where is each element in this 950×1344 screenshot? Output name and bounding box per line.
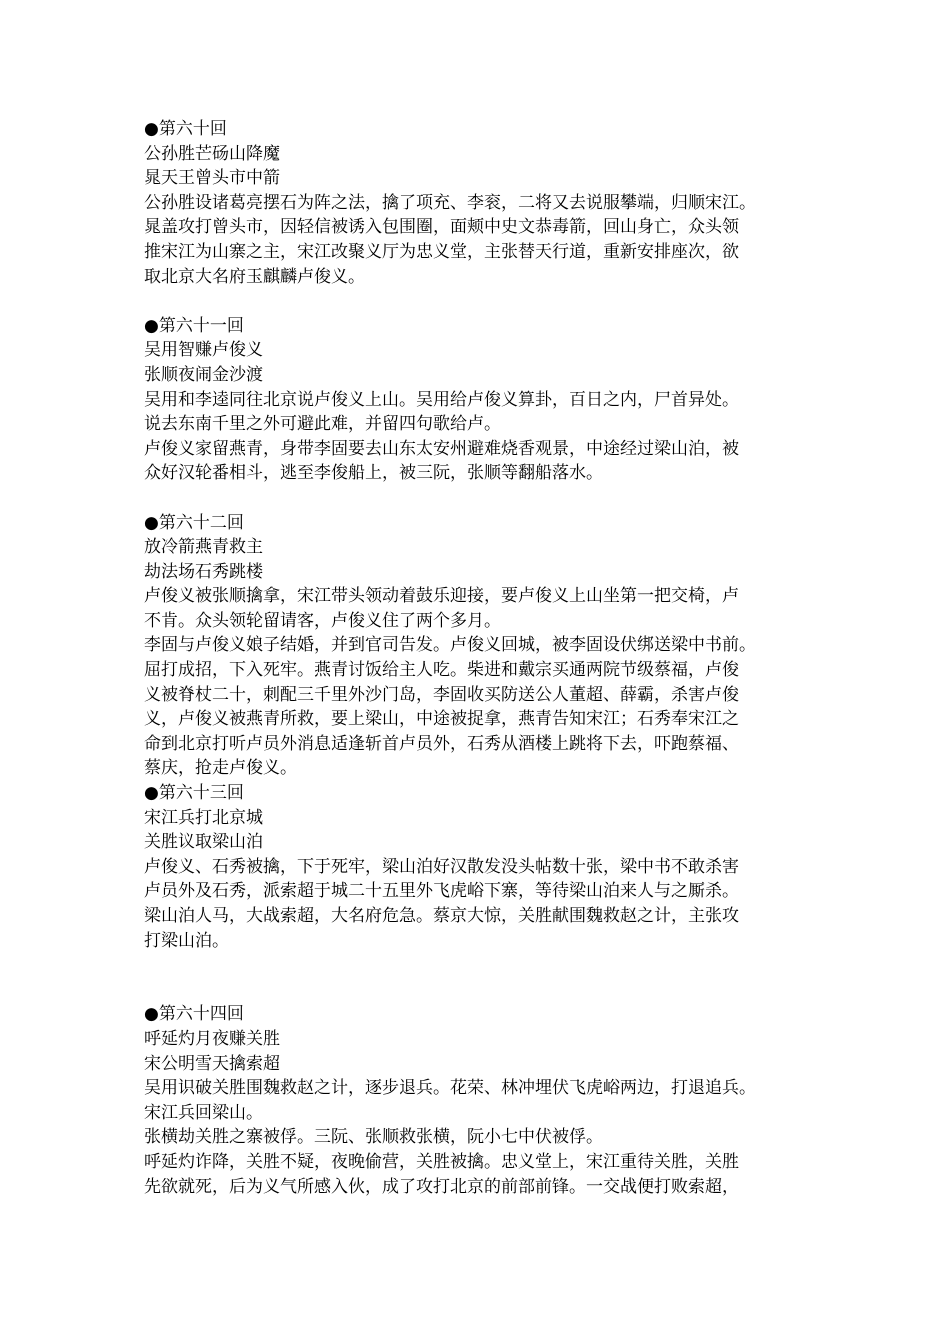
body-line: 吴用和李逵同往北京说卢俊义上山。吴用给卢俊义算卦，百日之内，尸首异处。 (144, 389, 739, 410)
chapter-heading: ●第六十一回 (144, 315, 244, 336)
chapter-title-1: 呼延灼月夜赚关胜 (144, 1028, 280, 1049)
body-line: 卢员外及石秀，派索超于城二十五里外飞虎峪下寨，等待梁山泊来人与之厮杀。 (144, 881, 739, 902)
body-line: 不肯。众头领轮留请客，卢俊义住了两个多月。 (144, 610, 501, 631)
chapter-title-2: 张顺夜闹金沙渡 (144, 364, 263, 385)
chapter-heading: ●第六十三回 (144, 783, 244, 804)
body-line: 打梁山泊。 (144, 930, 229, 951)
body-line: 晁盖攻打曾头市，因轻信被诱入包围圈，面颊中史文恭毒箭，回山身亡，众头领 (144, 217, 739, 238)
body-line: 命到北京打听卢员外消息适逢斩首卢员外，石秀从酒楼上跳将下去，吓跑蔡福、 (144, 733, 739, 754)
body-line: 卢俊义家留燕青，身带李固要去山东太安州避难烧香观景，中途经过梁山泊，被 (144, 438, 739, 459)
body-line: 吴用识破关胜围魏救赵之计，逐步退兵。花荣、林冲埋伏飞虎峪两边，打退追兵。 (144, 1078, 756, 1099)
body-line: 蔡庆，抢走卢俊义。 (144, 758, 297, 779)
body-line: 先欲就死，后为义气所感入伙，成了攻打北京的前部前锋。一交战便打败索超， (144, 1176, 739, 1197)
body-line: 屈打成招，下入死牢。燕青讨饭给主人吃。柴进和戴宗买通两院节级蔡福，卢俊 (144, 660, 739, 681)
chapter-63 (144, 781, 814, 953)
body-line: 李固与卢俊义娘子结婚，并到官司告发。卢俊义回城，被李固设伏绑送梁中书前。 (144, 635, 756, 656)
body-line: 取北京大名府玉麒麟卢俊义。 (144, 266, 365, 287)
body-line: 张横劫关胜之寨被俘。三阮、张顺救张横，阮小七中伏被俘。 (144, 1127, 603, 1148)
body-line: 呼延灼诈降，关胜不疑，夜晚偷营，关胜被擒。忠义堂上，宋江重待关胜，关胜 (144, 1151, 739, 1172)
body-line: 卢俊义、石秀被擒，下于死牢，梁山泊好汉散发没头帖数十张，梁中书不敢杀害 (144, 856, 739, 877)
body-line: 宋江兵回梁山。 (144, 1102, 263, 1123)
chapter-title-1: 吴用智赚卢俊义 (144, 340, 263, 361)
chapter-title-1: 宋江兵打北京城 (144, 807, 263, 828)
chapter-title-1: 公孙胜芒砀山降魔 (144, 143, 280, 164)
chapter-title-1: 放冷箭燕青救主 (144, 537, 263, 558)
body-line: 众好汉轮番相斗，逃至李俊船上，被三阮，张顺等翻船落水。 (144, 463, 603, 484)
chapter-61 (144, 314, 814, 486)
chapter-title-2: 宋公明雪天擒索超 (144, 1053, 280, 1074)
body-line: 说去东南千里之外可避此难，并留四句歌给卢。 (144, 414, 501, 435)
body-line: 卢俊义被张顺擒拿，宋江带头领动着鼓乐迎接，要卢俊义上山坐第一把交椅，卢 (144, 586, 739, 607)
document-page (144, 117, 814, 1199)
chapter-64 (144, 1002, 814, 1199)
chapter-heading: ●第六十回 (144, 119, 227, 139)
chapter-title-2: 关胜议取梁山泊 (144, 832, 263, 853)
body-line: 推宋江为山寨之主，宋江改聚义厅为忠义堂，主张替天行道，重新安排座次，欲 (144, 241, 739, 262)
chapter-heading: ●第六十四回 (144, 1004, 244, 1025)
chapter-title-2: 劫法场石秀跳楼 (144, 561, 263, 582)
chapter-60 (144, 117, 814, 289)
body-line: 义被脊杖二十，刺配三千里外沙门岛，李固收买防送公人董超、薛霸，杀害卢俊 (144, 684, 739, 705)
chapter-title-2: 晁天王曾头市中箭 (144, 168, 280, 189)
body-line: 梁山泊人马，大战索超，大名府危急。蔡京大惊，关胜献围魏救赵之计，主张攻 (144, 906, 739, 926)
body-line: 公孙胜设诸葛亮摆石为阵之法，擒了项充、李衮，二将又去说服攀端，归顺宋江。 (144, 192, 756, 213)
body-line: 义，卢俊义被燕青所救，要上梁山，中途被捉拿，燕青告知宋江；石秀奉宋江之 (144, 709, 739, 730)
chapter-heading: ●第六十二回 (144, 512, 244, 533)
chapter-62 (144, 511, 814, 782)
